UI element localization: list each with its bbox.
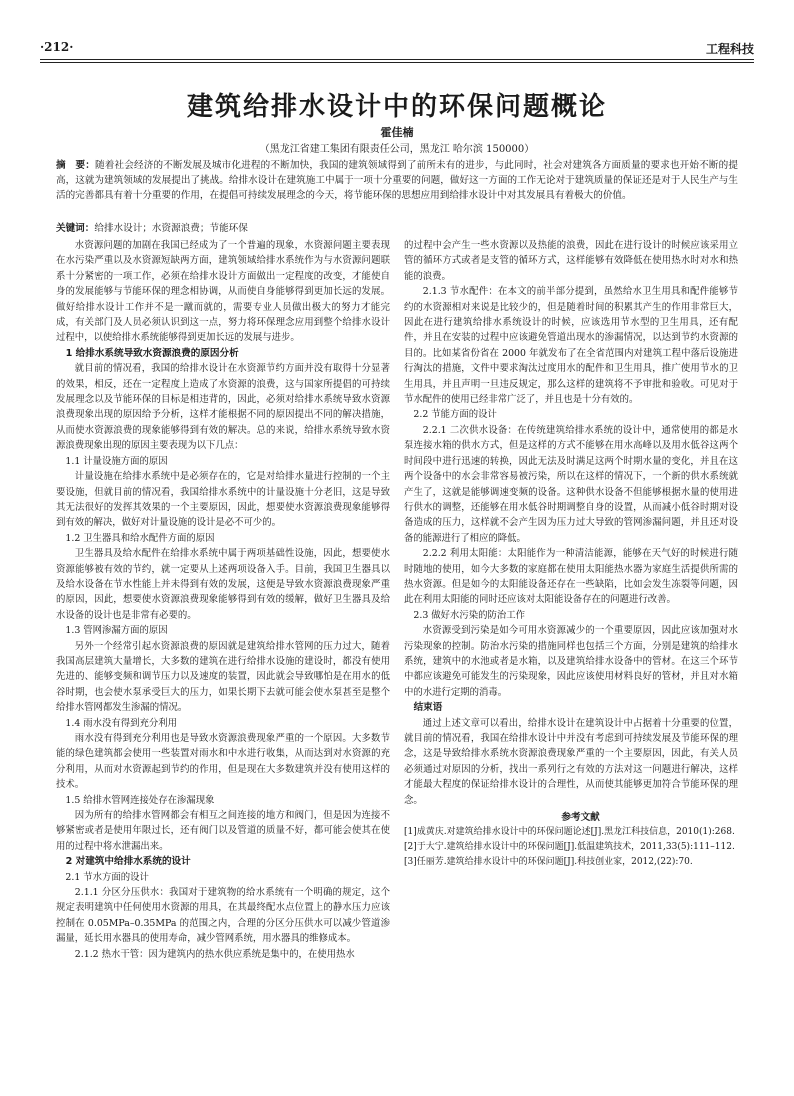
abstract-label: 摘 要：: [56, 160, 95, 171]
subsection-heading: 2.3 做好水污染的防治工作: [413, 609, 526, 621]
paragraph: 雨水没有得到充分利用也是导致水资源浪费现象严重的一个原因。大多数节能的绿色建筑都会使用一些装置对雨水和中水进行收集，从而达到对水资源的充分利用，从而对水资源起到节约的作用，但是现在大多数建筑并没有使用这样的技术。: [56, 733, 390, 791]
paragraph: 2.1.1 分区分压供水：我国对于建筑物的给水系统有一个明确的规定，这个规定表明建筑中任何使用水资源的用具，在其最终配水点位置上的静水压力应该控制在 0.05MPa–0.35MPa 的范围之内，合理的分区分压供水可以减少管道渗漏量，延长用水器具的使用寿命，减少管网系统，用水器具的维修成本。: [56, 887, 390, 945]
paragraph: 2.1.3 节水配件：在本文的前半部分提到，虽然给水卫生用具和配件能够节约的水资源相对来说是比较少的，但是随着时间的积累其产生的作用非常巨大，因此在进行建筑给排水系统设计的时候，应该选用节水型的卫生用具，还有配件，并且在安装的过程中应该避免管道出现水的渗漏情况，以达到节约水资源的目的。比如某省份省在 2000 年就发布了在全省范围内对建筑工程中落后设施进行淘汰的措施，文件中要求淘汰过度用水的配件和卫生用具，推广使用节水的卫生用具，并且声明一旦违反规定，那么这样的建筑将不予审批和验收。可见对于节水配件的使用已经非常广泛了，并且也是十分有效的。: [404, 286, 738, 406]
abstract: [56, 158, 738, 203]
section-heading: 2 对建筑中给排水系统的设计: [65, 856, 191, 868]
abstract-text: 随着社会经济的不断发展及城市化进程的不断加快，我国的建筑领域得到了前所未有的进步，与此同时，社会对建筑各方面质量的要求也开始不断的提高，这就为建筑领域的发展提出了挑战。给排水设计在建筑施工中属于一项十分重要的问题，做好这一方面的工作无论对于建筑质量的保证还是对于人民生产与生活的完善都具有着十分重要的作用，在提倡可持续发展理念的今天，将节能环保的思想应用到给排水设计中对其发展具有着极大的价值。: [56, 160, 739, 201]
subsection-heading: 1.2 卫生器具和给水配件方面的原因: [65, 532, 215, 544]
paragraph: 2.1.2 热水干管：因为建筑内的热水供应系统是集中的，在使用热水: [74, 948, 355, 960]
subsection-heading: 1.4 雨水没有得到充分利用: [65, 717, 178, 729]
reference-item: [1]成黄庆.对建筑给排水设计中的环保问题论述[J].黑龙江科技信息，2010(1):268.: [404, 827, 735, 838]
subsection-heading: 2.2 节能方面的设计: [413, 409, 497, 421]
paragraph: 就目前的情况看，我国的给排水设计在水资源节约方面并没有取得十分显著的效果，相反，还在一定程度上造成了水资源的浪费，这与国家所提倡的可持续发展理念以及节能环保的目标是相违背的，因此，必须对给排水系统导致水资源浪费现象出现的原因给予分析，这样才能根据不同的原因提出不同的解决措施，从而使水资源浪费的现象能够得到有效的解决。总的来说，给排水系统导致水资源浪费现象出现的原因主要表现为以下几点：: [56, 363, 390, 452]
reference-item: [3]任丽芳.建筑给排水设计中的环保问题[J].科技创业家，2012,(22):70.: [404, 857, 693, 868]
author-name: 霍佳楠: [380, 126, 414, 139]
subsection-heading: 1.5 给排水管网连接处存在渗漏现象: [65, 794, 215, 806]
page-number: ·212·: [40, 40, 74, 54]
paragraph: 水资源问题的加剧在我国已经成为了一个普遍的现象，水资源问题主要表现在水污染严重以及水资源短缺两方面，建筑领域给排水系统作为与水资源问题联系十分紧密的一项工作，必须在给排水设计方面做出一定程度的改变，才能使自身的发展能够与节能环保的理念相协调，从而使自身能够得到更加长远的发展。做好给排水设计工作并不是一蹴而就的，需要专业人员做出极大的努力才能完成，有关部门及人员必须认识到这一点，努力将环保理念应用到整个给排水设计过程中，以使给排水系统能够得到更加长远的发展与进步。: [56, 240, 390, 344]
keywords-text: 给排水设计；水资源浪费；节能环保: [94, 223, 248, 234]
subsection-heading: 1.3 管网渗漏方面的原因: [65, 625, 168, 637]
header-rule: [40, 59, 754, 60]
right-column: [404, 238, 738, 870]
paragraph: 的过程中会产生一些水资源以及热能的浪费，因此在进行设计的时候应该采用立管的循环方式或者是支管的循环方式，这样能够有效降低在使用热水时对水和热能的浪费。: [404, 240, 738, 282]
paragraph: 水资源受到污染是如今可用水资源减少的一个重要原因，因此应该加强对水污染现象的控制。防治水污染的措施同样也包括三个方面，分别是建筑的给排水系统，建筑中的水池或者是水箱，以及建筑给排水设备中的管材。在这三个环节中都应该避免可能发生的污染现象，因此应该使用材料良好的管材，并且对水箱中的水进行定期的消毒。: [404, 625, 738, 698]
paragraph: 因为所有的给排水管网都会有相互之间连接的地方和阀门，但是因为连接不够紧密或者是使用年限过长，还有阀门以及管道的质量不好，都可能会使其在使用的过程中将水泄漏出来。: [56, 810, 390, 852]
paragraph: 2.2.1 二次供水设备：在传统建筑给排水系统的设计中，通常使用的都是水泵连接水箱的供水方式，但是这样的方式不能够在用水高峰以及用水低谷这两个时间段中进行迅速的转换，因此无法及时满足这两个时期水量的变化，并且在这两个设备中的水会非常容易被污染，所以在这样的情况下，一个新的供水系统就产生了，这就是能够调速变频的设备。这种供水设备不但能够根据水量的使用进行供水的调整，还能够在用水低谷时期调整自身的设置，从而减小低谷时期对设备造成的压力，这样就不会产生因为压力过大导致的管网渗漏问题，并且还对设备的能源进行了相应的降低。: [404, 424, 738, 544]
section-heading: 1 给排水系统导致水资源浪费的原因分析: [65, 347, 239, 359]
keywords-label: 关键词：: [56, 223, 95, 234]
subsection-heading: 2.1 节水方面的设计: [65, 871, 149, 883]
paragraph: 2.2.2 利用太阳能：太阳能作为一种清洁能源，能够在天气好的时候进行随时随地的使用，如今大多数的家庭都在使用太阳能热水器为家庭生活提供所需的热水资源。但是如今的太阳能设备还存在一些缺陷，比如会发生冻裂等问题，因此在利用太阳能的同时还应该对太阳能设备存在的问题进行改善。: [404, 548, 738, 606]
page-header: [40, 40, 754, 66]
paragraph: 计量设施在给排水系统中是必须存在的，它是对给排水量进行控制的一个主要设施，但就目前的情况看，我国给排水系统中的计量设施十分老旧，这是导致其无法很好的发挥其效果的一个主要原因，因此，想要使水资源浪费现象能够得到有效的解决，做好对计量设施的设计是必不可少的。: [56, 471, 390, 529]
header-rule-thin: [40, 62, 754, 63]
reference-item: [2]于大宁.建筑给排水设计中的环保问题[J].低温建筑技术，2011,33(5):111–112.: [404, 842, 735, 853]
references-heading: 参考文献: [561, 812, 600, 824]
section-heading: 结束语: [413, 702, 443, 714]
left-column: [56, 238, 390, 962]
keywords: [56, 222, 738, 236]
author-affiliation: （黑龙江省建工集团有限责任公司，黑龙江 哈尔滨 150000）: [259, 144, 535, 155]
subsection-heading: 1.1 计量设施方面的原因: [65, 455, 168, 467]
paragraph: 通过上述文章可以看出，给排水设计在建筑设计中占据着十分重要的位置，就目前的情况看，我国在给排水设计中并没有考虑到可持续发展及节能环保的理念，这是导致给排水系统水资源浪费现象严重的一个主要原因，因此，有关人员必须通过对原因的分析，找出一系列行之有效的方法对这一问题进行解决，这样才能最大程度的保证给排水设计的合理性，从而使其能够更加符合节能环保的理念。: [404, 717, 738, 806]
paragraph: 另外一个经常引起水资源浪费的原因就是建筑给排水管网的压力过大，随着我国高层建筑大量增长，大多数的建筑在进行给排水设施的建设时，都没有使用先进的、能够变频和调节压力以及速度的装置，因此就会导致哪怕是在用水的低谷时期，也会使水泵承受巨大的压力，如果长期下去就可能会使水泵甚至是整个给排水管网都发生渗漏的情况。: [56, 640, 390, 714]
journal-name: 工程科技: [705, 42, 754, 56]
article-title: 建筑给排水设计中的环保问题概论: [186, 92, 607, 122]
paragraph: 卫生器具及给水配件在给排水系统中属于两项基础性设施，因此，想要使水资源能够被有效的节约，就一定要从上述两项设备入手。目前，我国卫生器具以及给水设备在节水性能上并未得到有效的发展，这便是导致水资源浪费现象严重的原因，因此，想要使水资源浪费现象能够得到有效的缓解，做好卫生器具及给水设备的设计也是非常有必要的。: [56, 548, 390, 621]
